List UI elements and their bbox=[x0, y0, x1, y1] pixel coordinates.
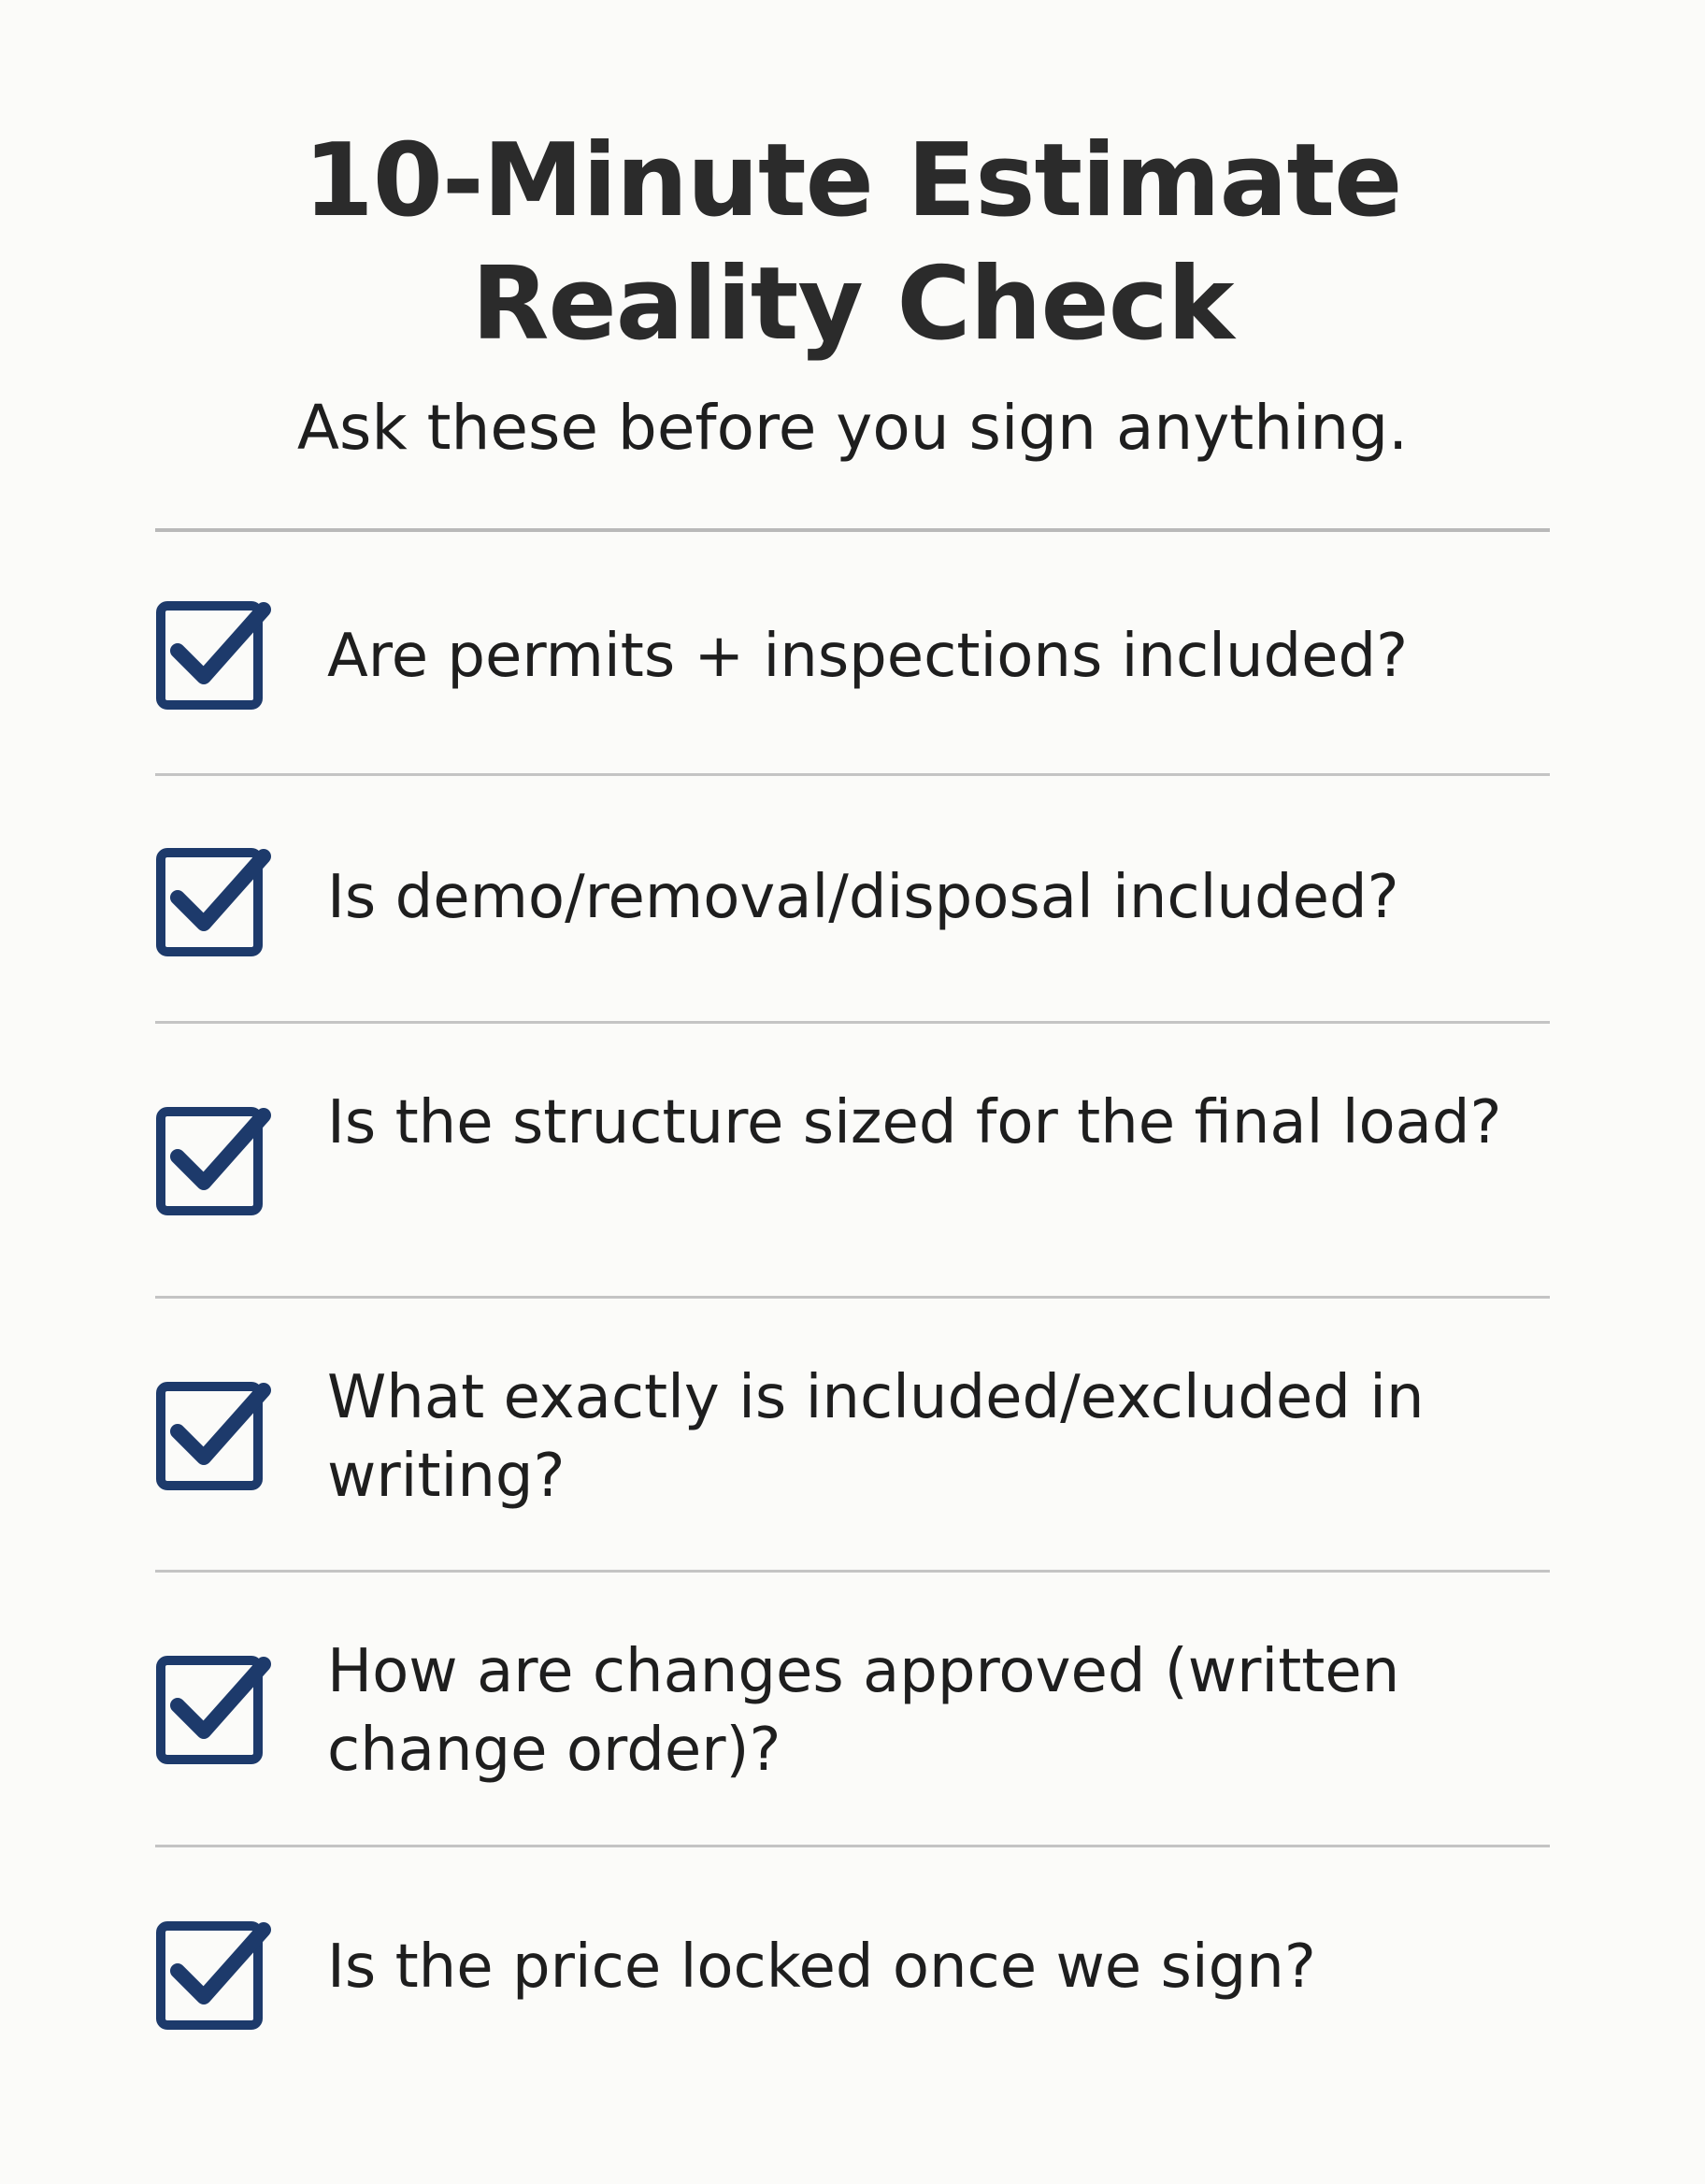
checklist-item-label: How are changes approved (written change order)? bbox=[327, 1637, 1400, 1785]
checklist-item[interactable] bbox=[155, 531, 1550, 774]
checklist-item[interactable] bbox=[155, 1573, 1550, 1846]
checkbox-checked-icon[interactable] bbox=[155, 1917, 273, 2034]
checklist-item-label: Is the structure sized for the final load? bbox=[327, 1088, 1502, 1157]
checkbox-checked-icon[interactable] bbox=[155, 843, 273, 961]
checklist-item[interactable] bbox=[155, 1299, 1550, 1571]
subtitle: Ask these before you sign anything. bbox=[296, 392, 1409, 464]
checklist-item-label: Is the price locked once we sign? bbox=[327, 1933, 1316, 2002]
checklist-item-label: Are permits + inspections included? bbox=[327, 622, 1409, 691]
checklist-item[interactable] bbox=[155, 776, 1550, 1022]
page-title bbox=[0, 120, 1705, 366]
checkbox-checked-icon[interactable] bbox=[155, 596, 273, 714]
checklist-item-label: What exactly is included/excluded in writing? bbox=[327, 1363, 1425, 1511]
checkbox-checked-icon[interactable] bbox=[155, 1102, 273, 1220]
title-line-1: 10-Minute Estimate bbox=[303, 122, 1402, 239]
checkbox-checked-icon[interactable] bbox=[155, 1377, 273, 1495]
checklist-item[interactable] bbox=[155, 1024, 1550, 1297]
checkbox-checked-icon[interactable] bbox=[155, 1651, 273, 1769]
title-line-2: Reality Check bbox=[471, 246, 1234, 363]
checklist-item[interactable] bbox=[155, 1847, 1550, 2091]
checklist-item-label: Is demo/removal/disposal included? bbox=[327, 863, 1399, 932]
